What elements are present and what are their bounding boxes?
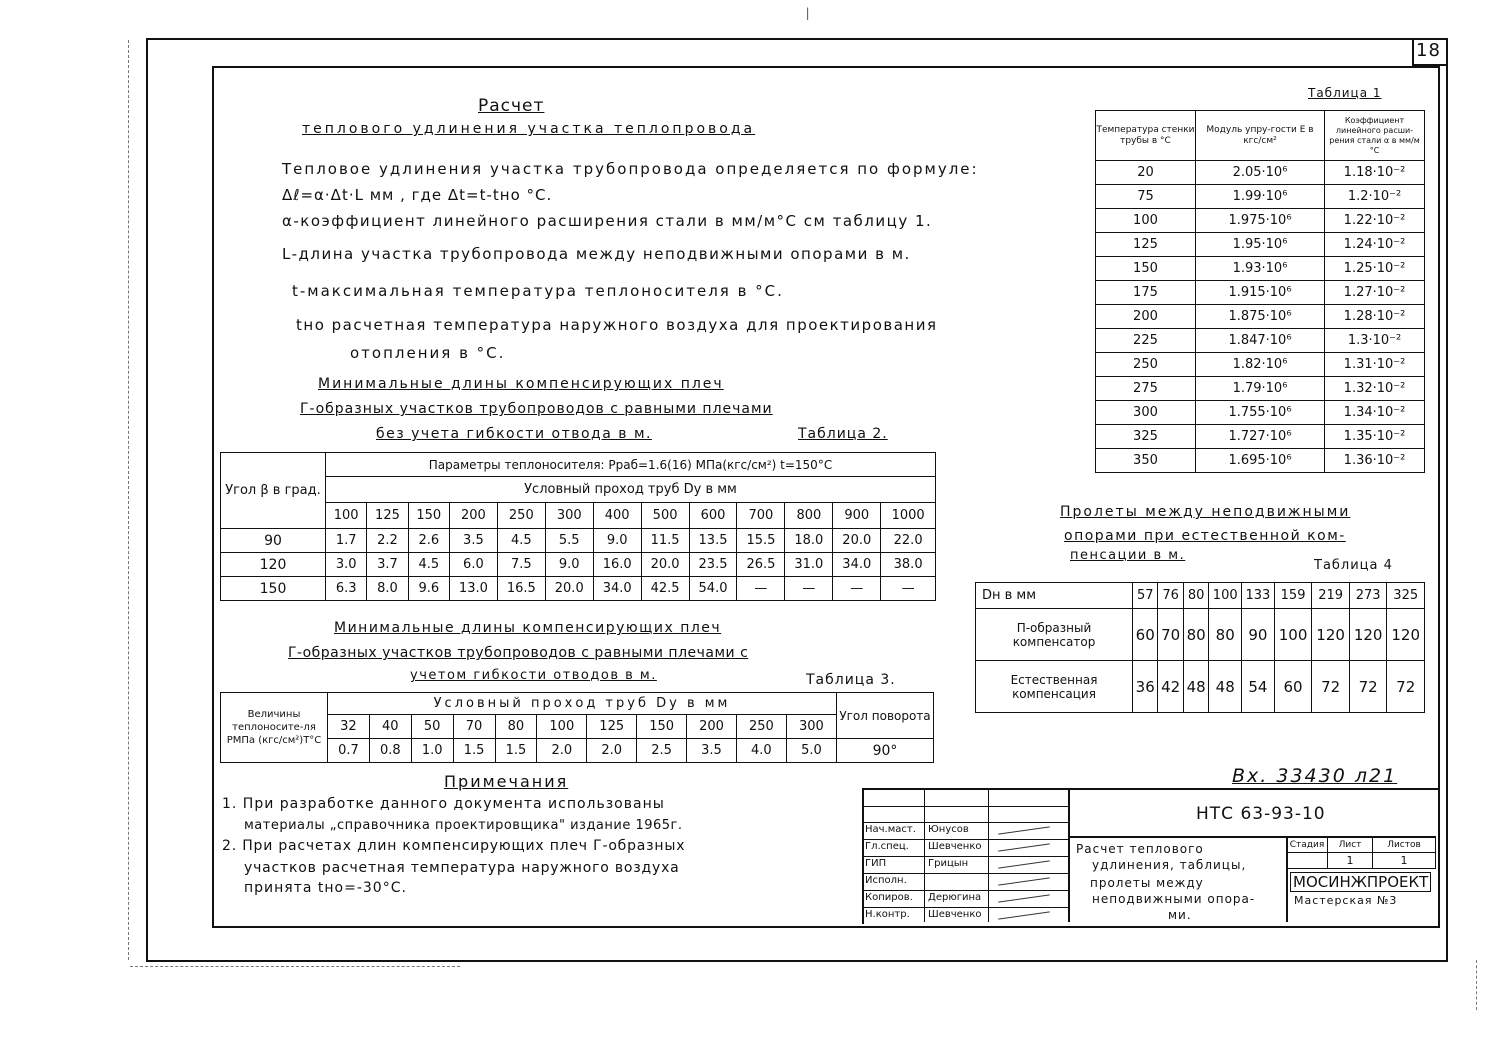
table1-cell: 1.32·10⁻²: [1325, 377, 1425, 401]
table2-value-cell: 16.0: [593, 553, 641, 577]
table4-title: пенсации в м.: [1070, 548, 1186, 563]
title-block-row-line: [862, 907, 1068, 908]
page-title-line2: теплового удлинения участка теплопровода: [302, 121, 756, 137]
table3-title: учетом гибкости отводов в м.: [410, 668, 657, 683]
table-row: [1096, 449, 1425, 473]
table1-cell: 1.695·10⁶: [1195, 449, 1324, 473]
table2-value-cell: 23.5: [689, 553, 737, 577]
table2-value-cell: 13.0: [449, 577, 497, 601]
sheet-label: Лист: [1328, 837, 1373, 853]
table1-cell: 300: [1096, 401, 1196, 425]
stage-value: [1287, 853, 1328, 869]
formula-line: t-максимальная температура теплоносителя в °С.: [292, 282, 784, 300]
table3-title: Минимальные длины компенсирующих плеч: [334, 620, 722, 636]
scan-margin-marks: [128, 40, 129, 960]
title-block-col-line: [988, 788, 989, 922]
table2-dn-header: Условный проход труб Dу в мм: [326, 477, 936, 503]
table3-value-cell: 1.5: [495, 739, 537, 763]
table-row: [1096, 425, 1425, 449]
table2-angle-cell: 90: [221, 529, 326, 553]
table1-cell: 1.79·10⁶: [1195, 377, 1324, 401]
table3-value-cell: 0.7: [328, 739, 370, 763]
table3-value-cell: 0.8: [369, 739, 411, 763]
table1-cell: 1.755·10⁶: [1195, 401, 1324, 425]
table2-dn-cell: 500: [641, 503, 689, 529]
table3-value-cell: 2.0: [537, 739, 587, 763]
title-block-desc: удлинения, таблицы,: [1092, 858, 1247, 872]
table2-value-cell: 34.0: [833, 553, 881, 577]
table-row: [1096, 377, 1425, 401]
table2-angle-cell: 150: [221, 577, 326, 601]
table2-value-cell: 22.0: [881, 529, 936, 553]
title-block-sheets: [1286, 836, 1436, 869]
table-row: [221, 577, 936, 601]
page-title-line1: Расчет: [478, 96, 545, 116]
table4-value-cell: 48: [1183, 661, 1208, 713]
table2-value-cell: 4.5: [408, 553, 449, 577]
table-row: [976, 609, 1425, 661]
table1-cell: 350: [1096, 449, 1196, 473]
title-block-desc: Расчет теплового: [1076, 842, 1204, 856]
table4-header-label: Dн в мм: [976, 583, 1133, 609]
table2-value-cell: 20.0: [833, 529, 881, 553]
table1-cell: 1.3·10⁻²: [1325, 329, 1425, 353]
role-name: Шевченко: [928, 909, 982, 920]
table2-dn-cell: 800: [785, 503, 833, 529]
table2-value-cell: 15.5: [737, 529, 785, 553]
table2-dn-cell: 125: [367, 503, 408, 529]
table1-cell: 325: [1096, 425, 1196, 449]
table1-cell: 1.31·10⁻²: [1325, 353, 1425, 377]
inventory-stamp: Вх. 33430 л21: [1232, 765, 1398, 787]
table1-cell: 1.28·10⁻²: [1325, 305, 1425, 329]
table4-value-cell: 80: [1183, 609, 1208, 661]
table1-cell: 150: [1096, 257, 1196, 281]
table3-value-cell: 3.5: [687, 739, 737, 763]
table2-value-cell: 20.0: [545, 577, 593, 601]
table4-value-cell: 42: [1158, 661, 1183, 713]
table-row: [976, 661, 1425, 713]
table1-cell: 275: [1096, 377, 1196, 401]
table2-corner-header: Угол β в град.: [221, 453, 326, 529]
table2-dn-cell: 600: [689, 503, 737, 529]
table1-cell: 1.2·10⁻²: [1325, 185, 1425, 209]
table1: [1095, 110, 1425, 473]
role-name: Дерюгина: [928, 892, 982, 903]
table-row: [221, 529, 936, 553]
table1-cell: 1.36·10⁻²: [1325, 449, 1425, 473]
table3-angle-header: Угол поворота: [837, 693, 934, 739]
table4-value-cell: 90: [1242, 609, 1275, 661]
table1-cell: 1.875·10⁶: [1195, 305, 1324, 329]
table4-dn-cell: 273: [1349, 583, 1387, 609]
table2-value-cell: —: [833, 577, 881, 601]
table3-dn-cell: 100: [537, 715, 587, 739]
table3-angle-value: 90°: [837, 739, 934, 763]
table4-value-cell: 54: [1242, 661, 1275, 713]
table2-value-cell: 1.7: [326, 529, 367, 553]
table-row: [1096, 185, 1425, 209]
table2-value-cell: 31.0: [785, 553, 833, 577]
table1-cell: 1.35·10⁻²: [1325, 425, 1425, 449]
table2-value-cell: 54.0: [689, 577, 737, 601]
table1-caption: Таблица 1: [1308, 86, 1382, 100]
table1-cell: 1.99·10⁶: [1195, 185, 1324, 209]
table4: [975, 582, 1425, 713]
table1-header: Модуль упру-гости E в кгс/см²: [1195, 111, 1324, 161]
note-line: 1. При разработке данного документа использованы: [222, 796, 665, 812]
table3-value-cell: 1.0: [411, 739, 453, 763]
sheet-number: 18: [1416, 40, 1441, 61]
table3-value-cell: 5.0: [786, 739, 836, 763]
table1-cell: 1.25·10⁻²: [1325, 257, 1425, 281]
table2-value-cell: 8.0: [367, 577, 408, 601]
table4-row-label: П-образный компенсатор: [976, 609, 1133, 661]
table1-cell: 175: [1096, 281, 1196, 305]
crop-mark-top: |: [804, 6, 812, 20]
table1-cell: 1.27·10⁻²: [1325, 281, 1425, 305]
role-label: ГИП: [865, 858, 887, 869]
table2-dn-cell: 900: [833, 503, 881, 529]
table1-cell: 1.93·10⁶: [1195, 257, 1324, 281]
table2-value-cell: 3.7: [367, 553, 408, 577]
table2-value-cell: 18.0: [785, 529, 833, 553]
table1-cell: 225: [1096, 329, 1196, 353]
table2-dn-cell: 100: [326, 503, 367, 529]
table1-cell: 75: [1096, 185, 1196, 209]
table2-value-cell: 13.5: [689, 529, 737, 553]
organization-name: МОСИНЖПРОЕКТ: [1290, 872, 1431, 892]
table3-corner-header: Величины теплоносите-ля PМПа (кгс/см²)T°С: [221, 693, 328, 763]
table2-dn-cell: 1000: [881, 503, 936, 529]
table2-value-cell: 16.5: [497, 577, 545, 601]
table-row: [1096, 233, 1425, 257]
formula-line: отопления в °С.: [350, 344, 506, 362]
table-row: [1096, 305, 1425, 329]
table1-cell: 2.05·10⁶: [1195, 161, 1324, 185]
table1-cell: 1.847·10⁶: [1195, 329, 1324, 353]
title-block-desc: неподвижными опора-: [1092, 892, 1256, 906]
table2-dn-cell: 150: [408, 503, 449, 529]
table1-cell: 1.727·10⁶: [1195, 425, 1324, 449]
table2: [220, 452, 936, 601]
scan-margin-marks: [130, 966, 460, 967]
table2-value-cell: 9.0: [545, 553, 593, 577]
table3-dn-cell: 32: [328, 715, 370, 739]
table2-dn-cell: 700: [737, 503, 785, 529]
sheets-label: Листов: [1373, 837, 1436, 853]
table3-title: Г-образных участков трубопроводов с равными плечами с: [288, 645, 749, 661]
title-block-row-line: [862, 890, 1068, 891]
role-name: Шевченко: [928, 841, 982, 852]
notes-title: Примечания: [444, 772, 569, 791]
table1-cell: 1.82·10⁶: [1195, 353, 1324, 377]
table2-value-cell: 26.5: [737, 553, 785, 577]
table3-dn-cell: 80: [495, 715, 537, 739]
role-label: Исполн.: [865, 875, 907, 886]
table1-header: Коэффициент линейного расши-рения стали α в мм/м °С: [1325, 111, 1425, 161]
table3-dn-cell: 200: [687, 715, 737, 739]
table4-value-cell: 100: [1274, 609, 1312, 661]
table2-value-cell: 2.2: [367, 529, 408, 553]
table2-value-cell: —: [881, 577, 936, 601]
table2-value-cell: 3.5: [449, 529, 497, 553]
table-row: [1096, 401, 1425, 425]
title-block-row-line: [862, 856, 1068, 857]
table3-dn-cell: 300: [786, 715, 836, 739]
table4-value-cell: 120: [1312, 609, 1350, 661]
table4-value-cell: 72: [1387, 661, 1425, 713]
table2-value-cell: 6.3: [326, 577, 367, 601]
table4-value-cell: 72: [1312, 661, 1350, 713]
table2-value-cell: —: [737, 577, 785, 601]
table-row: [1096, 329, 1425, 353]
table3-caption: Таблица 3.: [806, 672, 896, 688]
table2-value-cell: 2.6: [408, 529, 449, 553]
table4-value-cell: 48: [1209, 661, 1242, 713]
table4-title: Пролеты между неподвижными: [1060, 504, 1351, 520]
table2-title: Минимальные длины компенсирующих плеч: [318, 376, 724, 392]
table3-dn-cell: 125: [587, 715, 637, 739]
table2-value-cell: 42.5: [641, 577, 689, 601]
role-label: Нач.маст.: [865, 824, 916, 835]
table1-cell: 1.95·10⁶: [1195, 233, 1324, 257]
table2-value-cell: 9.6: [408, 577, 449, 601]
table4-value-cell: 80: [1209, 609, 1242, 661]
table2-value-cell: —: [785, 577, 833, 601]
table3-dn-cell: 150: [637, 715, 687, 739]
table2-value-cell: 11.5: [641, 529, 689, 553]
table3-dn-cell: 250: [736, 715, 786, 739]
table1-cell: 1.915·10⁶: [1195, 281, 1324, 305]
table2-title: Г-образных участков трубопроводов с равными плечами: [300, 401, 773, 417]
table4-dn-cell: 133: [1242, 583, 1275, 609]
table2-value-cell: 6.0: [449, 553, 497, 577]
table4-dn-cell: 219: [1312, 583, 1350, 609]
role-label: Копиров.: [865, 892, 913, 903]
table2-value-cell: 34.0: [593, 577, 641, 601]
table3-dn-header: Условный проход труб Dу в мм: [328, 693, 837, 715]
note-line: принята tно=-30°С.: [244, 880, 407, 896]
formula-line: Тепловое удлинения участка трубопровода определяется по формуле:: [282, 160, 979, 178]
note-line: участков расчетная температура наружного воздуха: [244, 860, 680, 876]
table4-value-cell: 60: [1274, 661, 1312, 713]
formula-line: tно расчетная температура наружного воздуха для проектирования: [296, 316, 938, 334]
table1-cell: 125: [1096, 233, 1196, 257]
formula-line: Δℓ=α·Δt·L мм , где Δt=t-tно °C.: [282, 186, 553, 204]
table1-cell: 100: [1096, 209, 1196, 233]
table4-dn-cell: 57: [1133, 583, 1158, 609]
note-line: 2. При расчетах длин компенсирующих плеч Г-образных: [222, 838, 686, 854]
table1-cell: 250: [1096, 353, 1196, 377]
table4-row-label: Естественная компенсация: [976, 661, 1133, 713]
workshop-name: Мастерская №3: [1294, 894, 1398, 907]
table3-value-cell: 2.5: [637, 739, 687, 763]
role-name: Юнусов: [928, 824, 969, 835]
formula-line: α-коэффициент линейного расширения стали в мм/м°С см таблицу 1.: [282, 212, 933, 230]
title-block-row-line: [862, 822, 1068, 823]
sheet-value: 1: [1328, 853, 1373, 869]
table3-dn-cell: 70: [453, 715, 495, 739]
title-block-desc: пролеты между: [1090, 876, 1204, 890]
role-label: Н.контр.: [865, 909, 910, 920]
table4-caption: Таблица 4: [1314, 558, 1393, 573]
scan-margin-marks: [1476, 960, 1477, 1010]
table-row: [221, 553, 936, 577]
title-block-row-line: [862, 839, 1068, 840]
table1-cell: 1.18·10⁻²: [1325, 161, 1425, 185]
table3-value-cell: 4.0: [736, 739, 786, 763]
table4-value-cell: 120: [1349, 609, 1387, 661]
table1-cell: 1.34·10⁻²: [1325, 401, 1425, 425]
table3: [220, 692, 934, 763]
stage-label: Стадия: [1287, 837, 1328, 853]
table4-dn-cell: 325: [1387, 583, 1425, 609]
title-block-col-line: [924, 788, 925, 922]
table2-dn-cell: 300: [545, 503, 593, 529]
table2-value-cell: 5.5: [545, 529, 593, 553]
table2-value-cell: 38.0: [881, 553, 936, 577]
table4-dn-cell: 76: [1158, 583, 1183, 609]
table1-cell: 1.24·10⁻²: [1325, 233, 1425, 257]
note-line: материалы „справочника проектировщика" издание 1965г.: [244, 818, 683, 833]
formula-line: L-длина участка трубопровода между неподвижными опорами в м.: [282, 245, 911, 263]
title-block-empty-row: [862, 806, 1068, 807]
table-row: [1096, 281, 1425, 305]
table2-value-cell: 9.0: [593, 529, 641, 553]
table2-value-cell: 3.0: [326, 553, 367, 577]
table2-dn-cell: 200: [449, 503, 497, 529]
table-row: [1096, 161, 1425, 185]
title-block-desc: ми.: [1168, 908, 1192, 922]
table2-value-cell: 7.5: [497, 553, 545, 577]
table2-caption: Таблица 2.: [798, 426, 888, 442]
table4-value-cell: 36: [1133, 661, 1158, 713]
table2-angle-cell: 120: [221, 553, 326, 577]
table1-header: Температура стенки трубы в °С: [1096, 111, 1196, 161]
table2-title: без учета гибкости отвода в м.: [376, 426, 652, 442]
table2-dn-cell: 400: [593, 503, 641, 529]
table-row: [1096, 257, 1425, 281]
table4-dn-cell: 80: [1183, 583, 1208, 609]
title-block-code: НТС 63-93-10: [1196, 804, 1326, 824]
table2-params-header: Параметры теплоносителя: Pраб=1.6(16) МПа(кгс/см²) t=150°С: [326, 453, 936, 477]
title-block-row-line: [862, 873, 1068, 874]
sheets-value: 1: [1373, 853, 1436, 869]
table3-value-cell: 2.0: [587, 739, 637, 763]
table1-cell: 20: [1096, 161, 1196, 185]
table1-cell: 1.975·10⁶: [1195, 209, 1324, 233]
table3-value-cell: 1.5: [453, 739, 495, 763]
table1-cell: 200: [1096, 305, 1196, 329]
table-row: [1096, 209, 1425, 233]
table4-title: опорами при естественной ком-: [1064, 528, 1346, 544]
table3-dn-cell: 50: [411, 715, 453, 739]
table4-value-cell: 60: [1133, 609, 1158, 661]
table-row: [1096, 353, 1425, 377]
table4-dn-cell: 100: [1209, 583, 1242, 609]
table2-dn-cell: 250: [497, 503, 545, 529]
table1-cell: 1.22·10⁻²: [1325, 209, 1425, 233]
table4-dn-cell: 159: [1274, 583, 1312, 609]
role-label: Гл.спец.: [865, 841, 909, 852]
table4-value-cell: 70: [1158, 609, 1183, 661]
table2-value-cell: 20.0: [641, 553, 689, 577]
table4-value-cell: 72: [1349, 661, 1387, 713]
table3-dn-cell: 40: [369, 715, 411, 739]
table4-value-cell: 120: [1387, 609, 1425, 661]
role-name: Грицын: [928, 858, 969, 869]
table2-value-cell: 4.5: [497, 529, 545, 553]
